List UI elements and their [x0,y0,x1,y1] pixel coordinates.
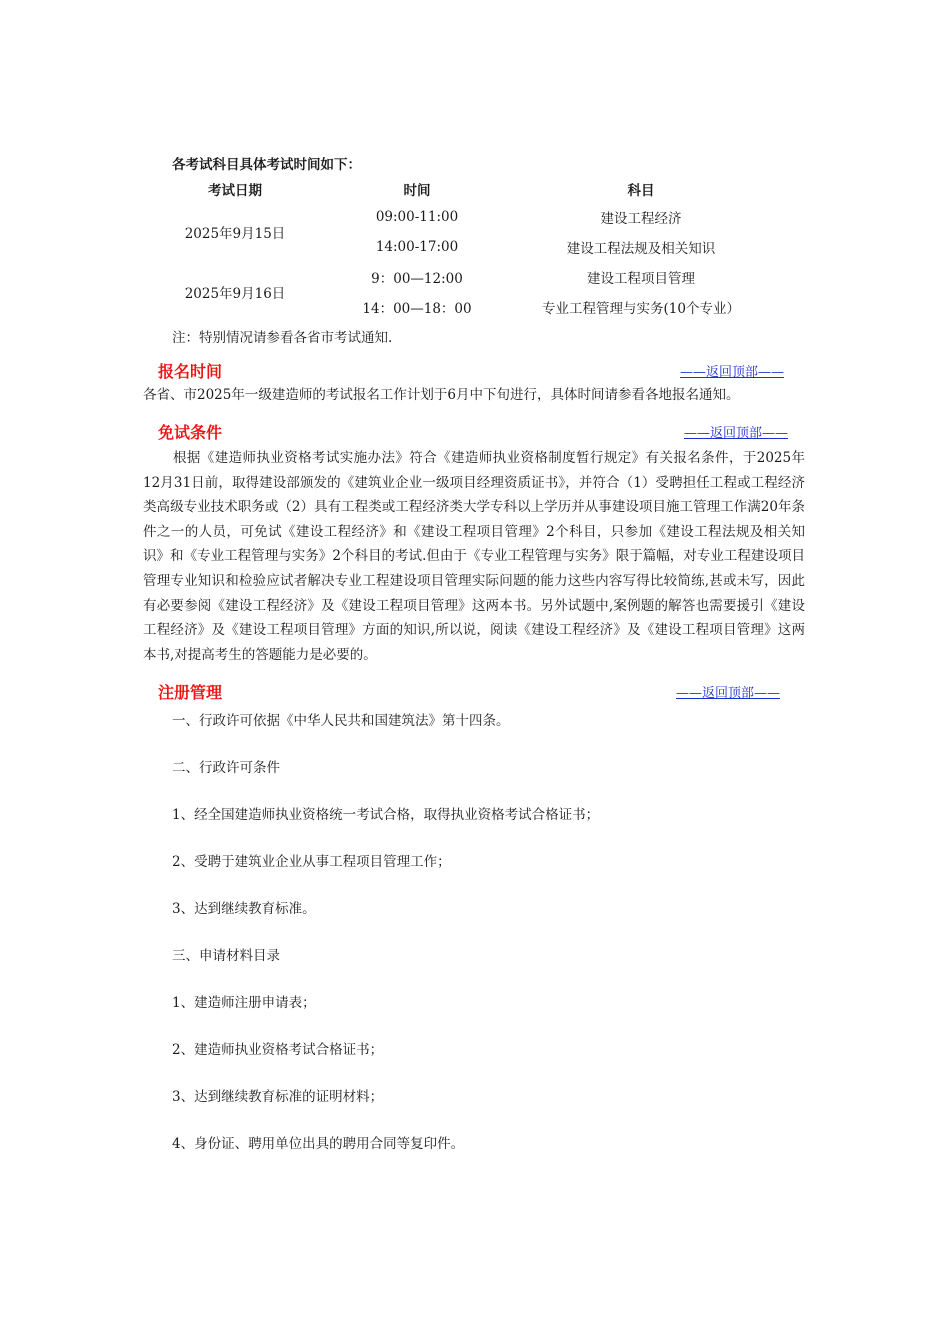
exam-date: 2025年9月15日 [184,226,286,242]
list-item: 1、建造师注册申请表； [172,995,316,1011]
list-item: 3、达到继续教育标准。 [172,901,316,917]
header-date: 考试日期 [208,183,262,199]
schedule-intro: 各考试科目具体考试时间如下： [172,157,361,173]
register-mgmt-heading: 注册管理 [158,683,223,702]
registration-heading: 报名时间 [158,362,223,381]
exam-schedule-table [168,176,750,322]
registration-text: 各省、市2025年一级建造师的考试报名工作计划于6月中下旬进行，具体时间请参看各地报名通知。 [143,387,740,403]
table-row [168,202,750,232]
header-time: 时间 [403,183,431,199]
list-item: 2、建造师执业资格考试合格证书； [172,1042,384,1058]
table-header-row [168,176,750,202]
list-item: 3、达到继续教育标准的证明材料； [172,1089,384,1105]
list-item: 三、申请材料目录 [172,948,280,964]
exam-subject: 建设工程法规及相关知识 [566,241,716,257]
table-row [168,262,750,292]
header-subject: 科目 [627,183,655,199]
exam-subject: 专业工程管理与实务(10个专业） [542,301,740,317]
list-item: 二、行政许可条件 [172,760,280,776]
list-item: 2、受聘于建筑业企业从事工程项目管理工作； [172,854,451,870]
list-item: 1、经全国建造师执业资格统一考试合格，取得执业资格考试合格证书； [172,807,600,823]
exam-date: 2025年9月16日 [184,286,286,302]
exam-subject: 建设工程经济 [600,211,682,227]
exemption-heading: 免试条件 [158,423,223,442]
list-item: 一、行政许可依据《中华人民共和国建筑法》第十四条。 [172,713,510,729]
back-to-top-link[interactable]: ——返回顶部—— [676,686,781,701]
back-to-top-link[interactable]: ——返回顶部—— [684,426,789,441]
exam-time: 14：00—18：00 [362,301,472,317]
back-to-top-link[interactable]: ——返回顶部—— [680,365,785,380]
exam-time: 9：00—12:00 [371,271,463,287]
exam-subject: 建设工程项目管理 [587,271,695,287]
exemption-text: 根据《建造师执业资格考试实施办法》符合《建造师执业资格制度暂行规定》有关报名条件，于2025年12月31日前，取得建设部颁发的《建筑业企业一级项目经理资质证书》，并符合（1）受聘担任工程或工程经济类高级专业技术职务或（2）具有工程类或工程经济类大学专科以上学历并从事建设项目施工管理工作满20年条件之一的人员，可免试《建设工程经济》和《建设工程项目管理》2个科目，只参加《建设工程法规及相关知识》和《专业工程管理与实务》2个科目的考试.但由于《专业工程管理与实务》限于篇幅，对专业工程建设项目管理专业知识和检验应试者解决专业工程建设项目管理实际问题的能力这些内容写得比较简练,甚或未写，因此有必要参阅《建设工程经济》及《建设工程项目管理》这两本书。另外试题中,案例题的解答也需要援引《建设工程经济》及《建设工程项目管理》方面的知识,所以说，阅读《建设工程经济》及《建设工程项目管理》这两本书,对提高考生的答题能力是必要的。 [143,450,805,663]
list-item: 4、身份证、聘用单位出具的聘用合同等复印件。 [172,1136,465,1152]
schedule-note: 注：特别情况请参看各省市考试通知. [172,330,393,346]
exam-time: 09:00-11:00 [375,209,459,225]
exam-time: 14:00-17:00 [375,239,459,255]
